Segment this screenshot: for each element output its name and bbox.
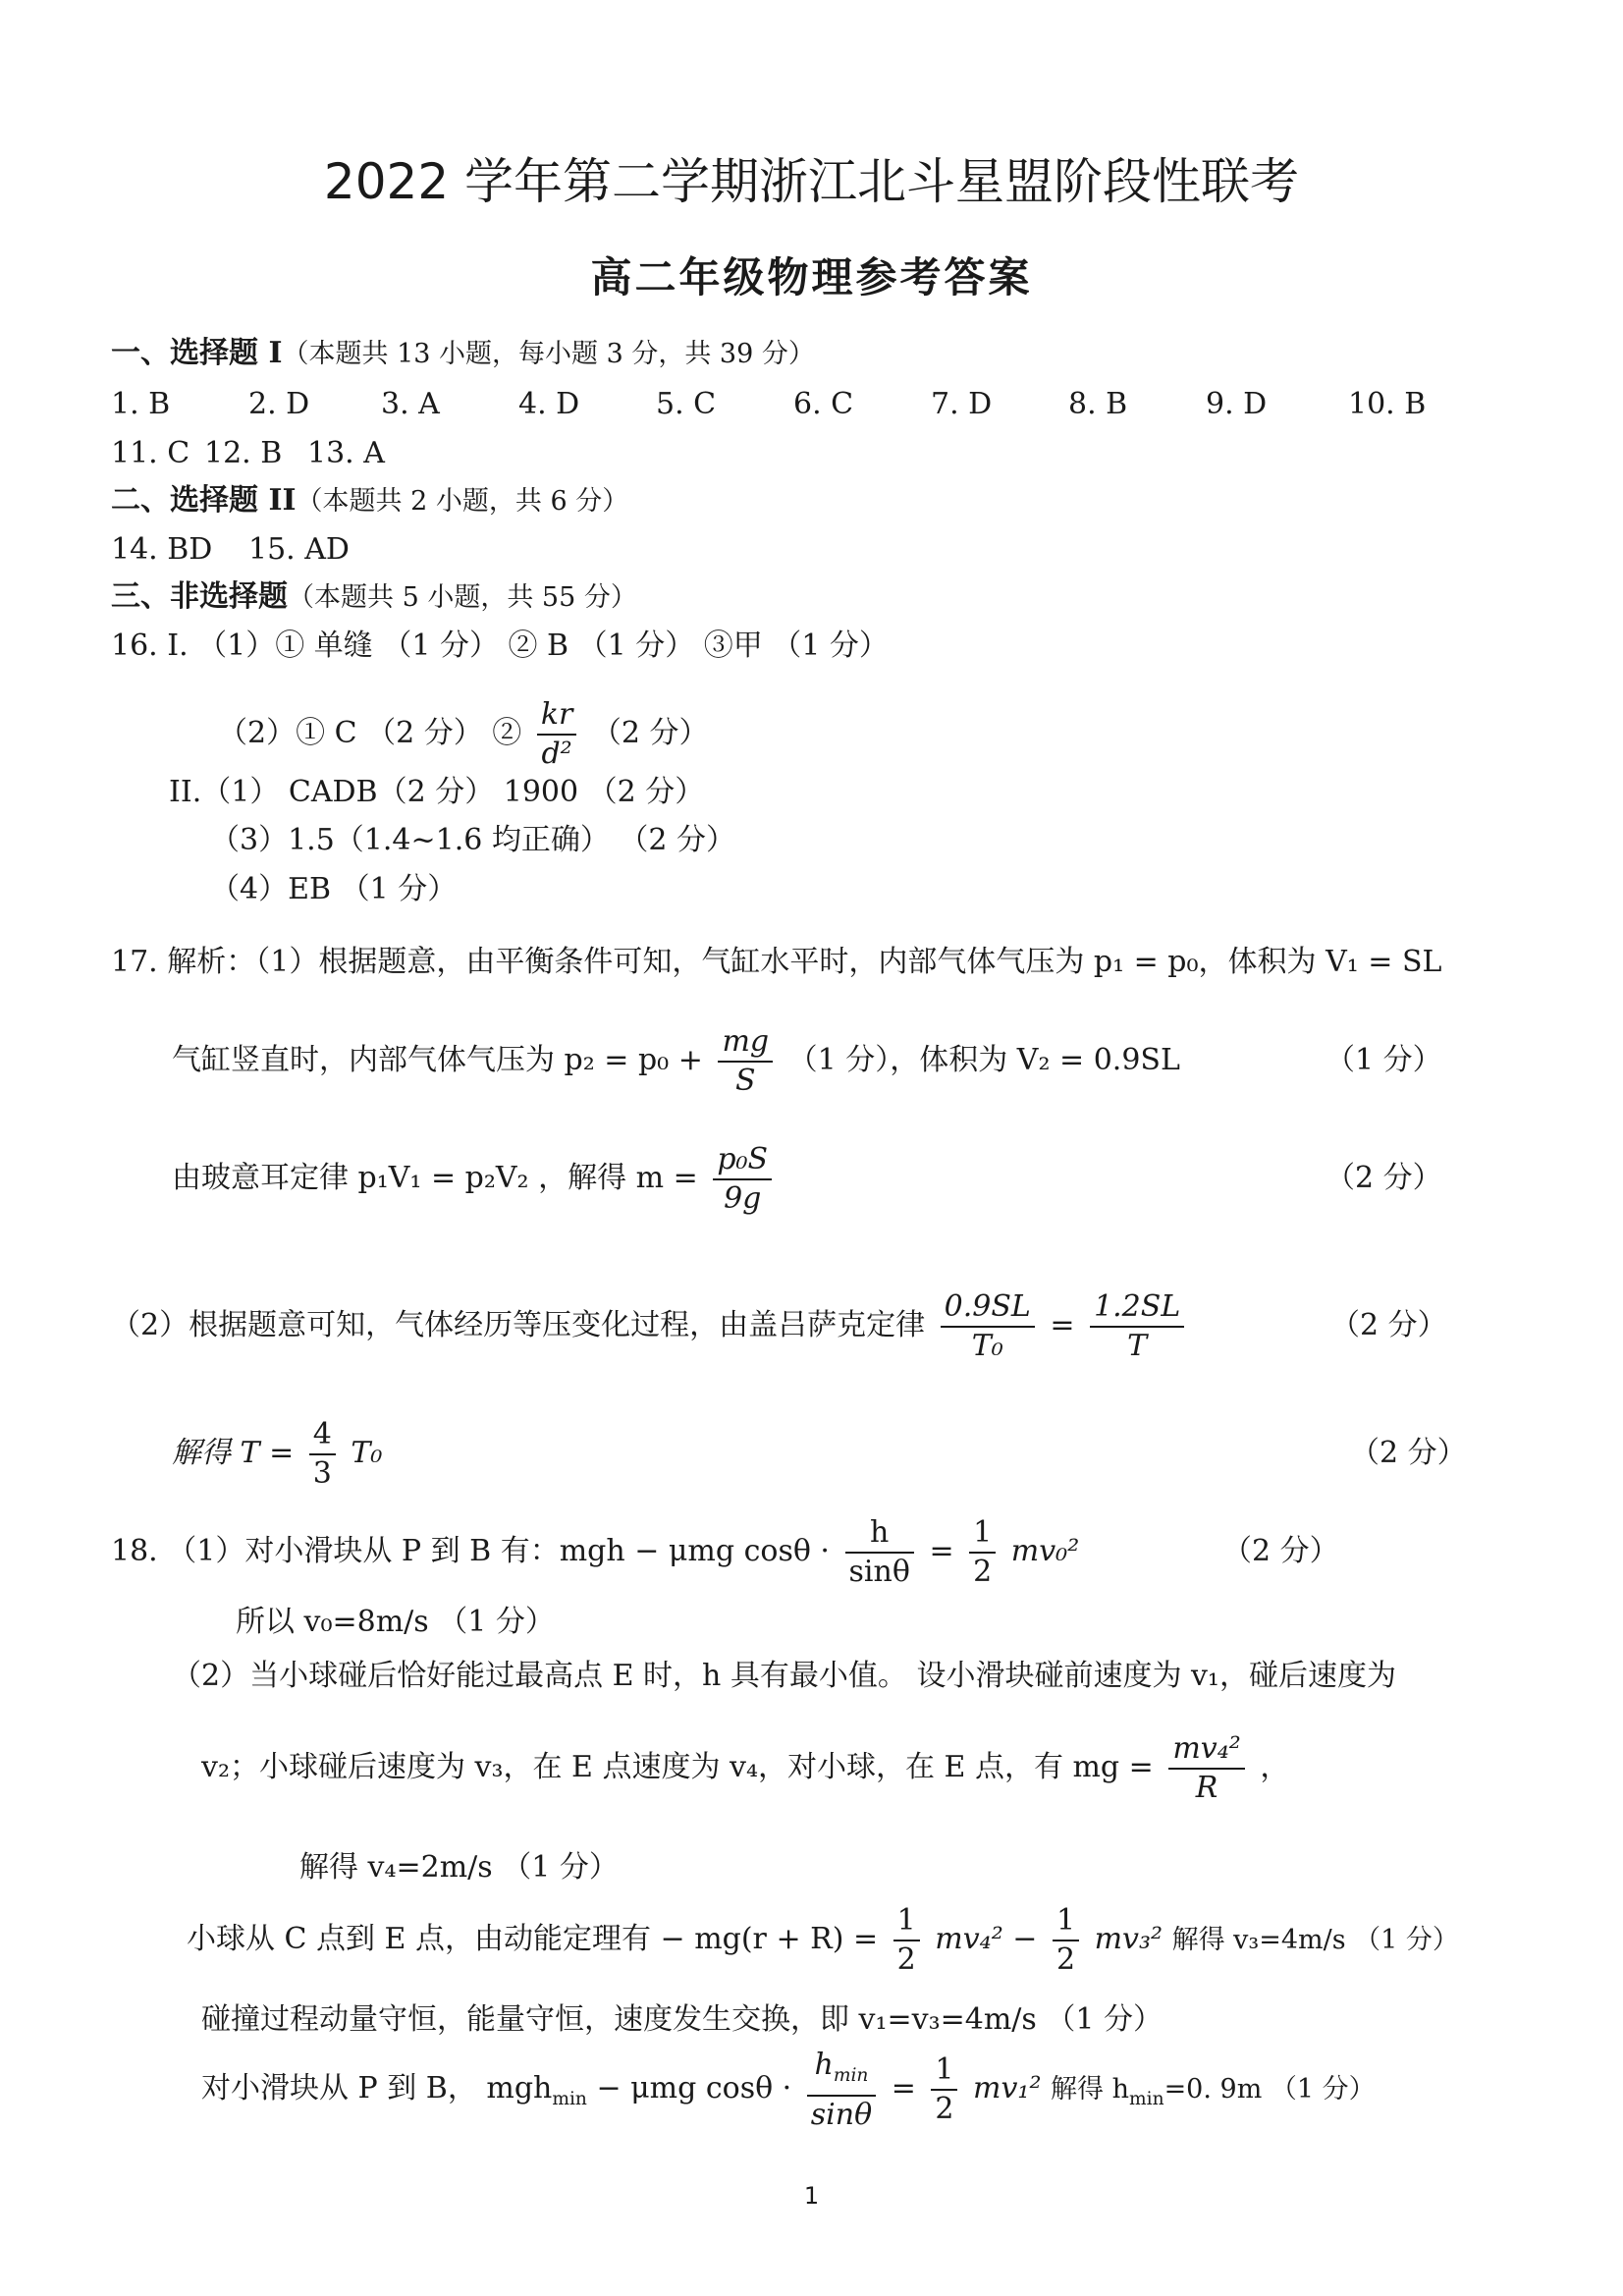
fraction-numerator: mg bbox=[718, 1023, 773, 1063]
q18-line-8-sub: min bbox=[552, 2089, 587, 2109]
equals-sign: = bbox=[1050, 1308, 1075, 1342]
q18-line-3: （2）当小球碰后恰好能过最高点 E 时，h 具有最小值。 设小滑块碰前速度为 v₁，碰后速度为 bbox=[172, 1659, 1396, 1693]
q17-line-3-text: 由玻意耳定律 p₁V₁ = p₂V₂ ，解得 m = bbox=[172, 1161, 698, 1195]
fraction-numerator bbox=[807, 2047, 876, 2097]
fraction-numerator: 1 bbox=[969, 1514, 996, 1554]
q18-line-8-text: 对小滑块从 P 到 B， mgh bbox=[201, 2071, 553, 2105]
fraction-denominator: T bbox=[1127, 1329, 1148, 1363]
q16-line-4: （3）1.5（1.4~1.6 均正确） （2 分） bbox=[210, 823, 736, 857]
fraction-denominator: 2 bbox=[896, 1942, 916, 1977]
q18-line-6-term-2: mv₃² bbox=[1094, 1922, 1163, 1956]
answer-item: 12. B bbox=[204, 436, 283, 470]
fraction-numerator: 1.2SL bbox=[1090, 1288, 1184, 1328]
q17-line-2-text: 气缸竖直时，内部气体气压为 p₂ = p₀ + bbox=[172, 1043, 703, 1077]
fraction-numerator: 1 bbox=[931, 2051, 957, 2091]
q18-line-6-term-1: mv₄² − bbox=[935, 1922, 1038, 1956]
q18-fraction-half-b bbox=[1053, 1902, 1079, 1979]
answer-item: 1. B bbox=[111, 387, 171, 421]
answer-item: 15. AD bbox=[248, 532, 350, 567]
q18-line-1 bbox=[111, 1507, 1079, 1596]
section-1-heading bbox=[111, 334, 815, 374]
fraction-numerator: 1 bbox=[1053, 1902, 1079, 1941]
answer-item: 4. D bbox=[518, 387, 580, 421]
q18-line-4-comma: ， bbox=[1260, 1750, 1290, 1784]
section-1-title: 一、选择题 I bbox=[111, 336, 283, 370]
q18-fraction-h-sin bbox=[845, 1514, 914, 1591]
q18-fraction-mv4-r bbox=[1168, 1730, 1244, 1807]
q16-fraction-numerator: kr bbox=[537, 696, 577, 736]
q17-fraction-p0s-9g bbox=[713, 1141, 772, 1218]
q18-fraction-half-c bbox=[931, 2051, 957, 2128]
q17-line-2-score: （1 分） bbox=[1325, 1043, 1442, 1077]
fraction-numerator: 4 bbox=[309, 1416, 336, 1455]
answer-item: 6. C bbox=[793, 387, 854, 421]
fraction-numerator: p₀S bbox=[713, 1141, 772, 1180]
q18-line-8-result-tail: =0. 9m （1 分） bbox=[1163, 2074, 1376, 2105]
q17-line-4-score: （2 分） bbox=[1330, 1308, 1447, 1342]
q16-line-3: II.（1） CADB（2 分） 1900 （2 分） bbox=[169, 775, 705, 809]
page-subtitle: 高二年级物理参考答案 bbox=[590, 253, 1033, 301]
q16-fraction-denominator: d² bbox=[541, 737, 572, 771]
fraction-numerator: 1 bbox=[893, 1902, 920, 1941]
answer-item: 5. C bbox=[656, 387, 717, 421]
answer-item: 13. A bbox=[307, 436, 385, 470]
q18-line-4-text: v₂；小球碰后速度为 v₃，在 E 点速度为 v₄，对小球，在 E 点，有 mg = bbox=[201, 1750, 1154, 1784]
q17-fraction-left bbox=[941, 1288, 1035, 1365]
page-number: 1 bbox=[803, 2182, 820, 2210]
q16-line-5: （4）EB （1 分） bbox=[210, 872, 458, 906]
q17-line-4-text: （2）根据题意可知，气体经历等压变化过程，由盖吕萨克定律 bbox=[111, 1308, 926, 1342]
fraction-numerator: h bbox=[845, 1514, 914, 1554]
q18-line-4 bbox=[201, 1723, 1289, 1812]
section-3-heading bbox=[111, 577, 637, 618]
section-2-note: （本题共 2 小题，共 6 分） bbox=[296, 486, 629, 517]
q18-fraction-half-a bbox=[893, 1902, 920, 1979]
answer-item: 10. B bbox=[1348, 387, 1427, 421]
q18-line-1-text: 18. （1）对小滑块从 P 到 B 有：mgh − μmg cosθ · bbox=[111, 1534, 830, 1568]
answer-item: 2. D bbox=[248, 387, 310, 421]
q18-fraction-half bbox=[969, 1514, 996, 1591]
q17-line-1: 17. 解析：（1）根据题意，由平衡条件可知，气缸水平时，内部气体气压为 p₁ = p₀，体积为 V₁ = SL bbox=[111, 945, 1442, 979]
q17-line-5 bbox=[172, 1409, 382, 1498]
q17-fraction-right bbox=[1090, 1288, 1184, 1365]
fraction-denominator: sinθ bbox=[848, 1555, 910, 1589]
q17-fraction-mg-s bbox=[718, 1023, 773, 1100]
q16-fraction bbox=[537, 696, 577, 773]
q17-fraction-4-3 bbox=[309, 1416, 336, 1493]
answer-item: 11. C bbox=[111, 436, 190, 470]
q16-line-2-score: （2 分） bbox=[591, 716, 709, 750]
q17-line-3-score: （2 分） bbox=[1325, 1161, 1442, 1195]
fraction-denominator: 9g bbox=[724, 1181, 762, 1216]
q16-line-1: 16. I. （1）① 单缝 （1 分） ② B （1 分） ③甲 （1 分） bbox=[111, 629, 889, 663]
q18-line-6-text: 小球从 C 点到 E 点，由动能定理有 − mg(r + R) = bbox=[187, 1922, 879, 1956]
fraction-denominator: 3 bbox=[312, 1456, 332, 1491]
q18-line-8-mid: − μmg cosθ · bbox=[596, 2071, 792, 2105]
answer-item: 9. D bbox=[1206, 387, 1268, 421]
fraction-denominator: 2 bbox=[1055, 1942, 1076, 1977]
q17-line-4 bbox=[111, 1282, 1190, 1370]
q18-line-6 bbox=[187, 1895, 1459, 1985]
q17-line-5-score: （2 分） bbox=[1350, 1436, 1467, 1470]
q18-line-1-score: （2 分） bbox=[1222, 1534, 1339, 1568]
q16-line-2-text: （2）① C （2 分） ② bbox=[218, 716, 522, 750]
equals-sign: = bbox=[929, 1534, 954, 1568]
q17-line-3 bbox=[172, 1134, 778, 1223]
fraction-denominator: 2 bbox=[973, 1555, 993, 1589]
equals-sign: = bbox=[891, 2071, 916, 2105]
fraction-denominator: S bbox=[734, 1064, 756, 1098]
answer-item: 3. A bbox=[381, 387, 440, 421]
q18-line-7: 碰撞过程动量守恒，能量守恒，速度发生交换，即 v₁=v₃=4m/s （1 分） bbox=[201, 2002, 1163, 2037]
q18-line-5: 解得 v₄=2m/s （1 分） bbox=[299, 1850, 619, 1885]
q17-line-5-t0: T₀ bbox=[351, 1436, 383, 1470]
q17-line-5-text: 解得 T = bbox=[172, 1436, 295, 1470]
q18-line-8-mv1: mv₁² bbox=[973, 2071, 1042, 2105]
q18-line-6-result: 解得 v₃=4m/s （1 分） bbox=[1171, 1925, 1459, 1955]
answer-item: 7. D bbox=[931, 387, 993, 421]
fraction-numerator: 0.9SL bbox=[941, 1288, 1035, 1328]
q18-fraction-hmin-sin bbox=[807, 2047, 876, 2134]
answer-item: 8. B bbox=[1068, 387, 1128, 421]
section-3-note: （本题共 5 小题，共 55 分） bbox=[288, 582, 637, 613]
q18-line-8-result: 解得 h bbox=[1051, 2074, 1129, 2105]
page-title: 2022 学年第二学期浙江北斗星盟阶段性联考 bbox=[323, 153, 1300, 210]
section-2-title: 二、选择题 II bbox=[111, 483, 297, 518]
fraction-denominator: T₀ bbox=[971, 1329, 1003, 1363]
fraction-denominator: sinθ bbox=[810, 2097, 873, 2132]
section-1-note: （本题共 13 小题，每小题 3 分，共 39 分） bbox=[282, 339, 815, 369]
q18-line-2: 所以 v₀=8m/s （1 分） bbox=[236, 1605, 555, 1639]
q16-line-2 bbox=[218, 689, 709, 778]
fraction-denominator: 2 bbox=[935, 2092, 954, 2126]
q18-line-8 bbox=[201, 2045, 1376, 2144]
fraction-numerator-h: h bbox=[814, 2047, 834, 2082]
answer-item: 14. BD bbox=[111, 532, 213, 567]
q17-line-2-rest: （1 分），体积为 V₂ = 0.9SL bbox=[787, 1043, 1180, 1077]
q17-line-2 bbox=[172, 1016, 1180, 1105]
q18-line-1-mv0: mv₀² bbox=[1010, 1534, 1080, 1568]
fraction-numerator: mv₄² bbox=[1168, 1730, 1244, 1770]
q18-line-8-result-sub: min bbox=[1129, 2089, 1164, 2109]
section-2-heading bbox=[111, 481, 628, 521]
section-3-title: 三、非选择题 bbox=[111, 579, 288, 614]
fraction-denominator: R bbox=[1195, 1771, 1218, 1805]
fraction-numerator-sub: min bbox=[833, 2064, 869, 2086]
